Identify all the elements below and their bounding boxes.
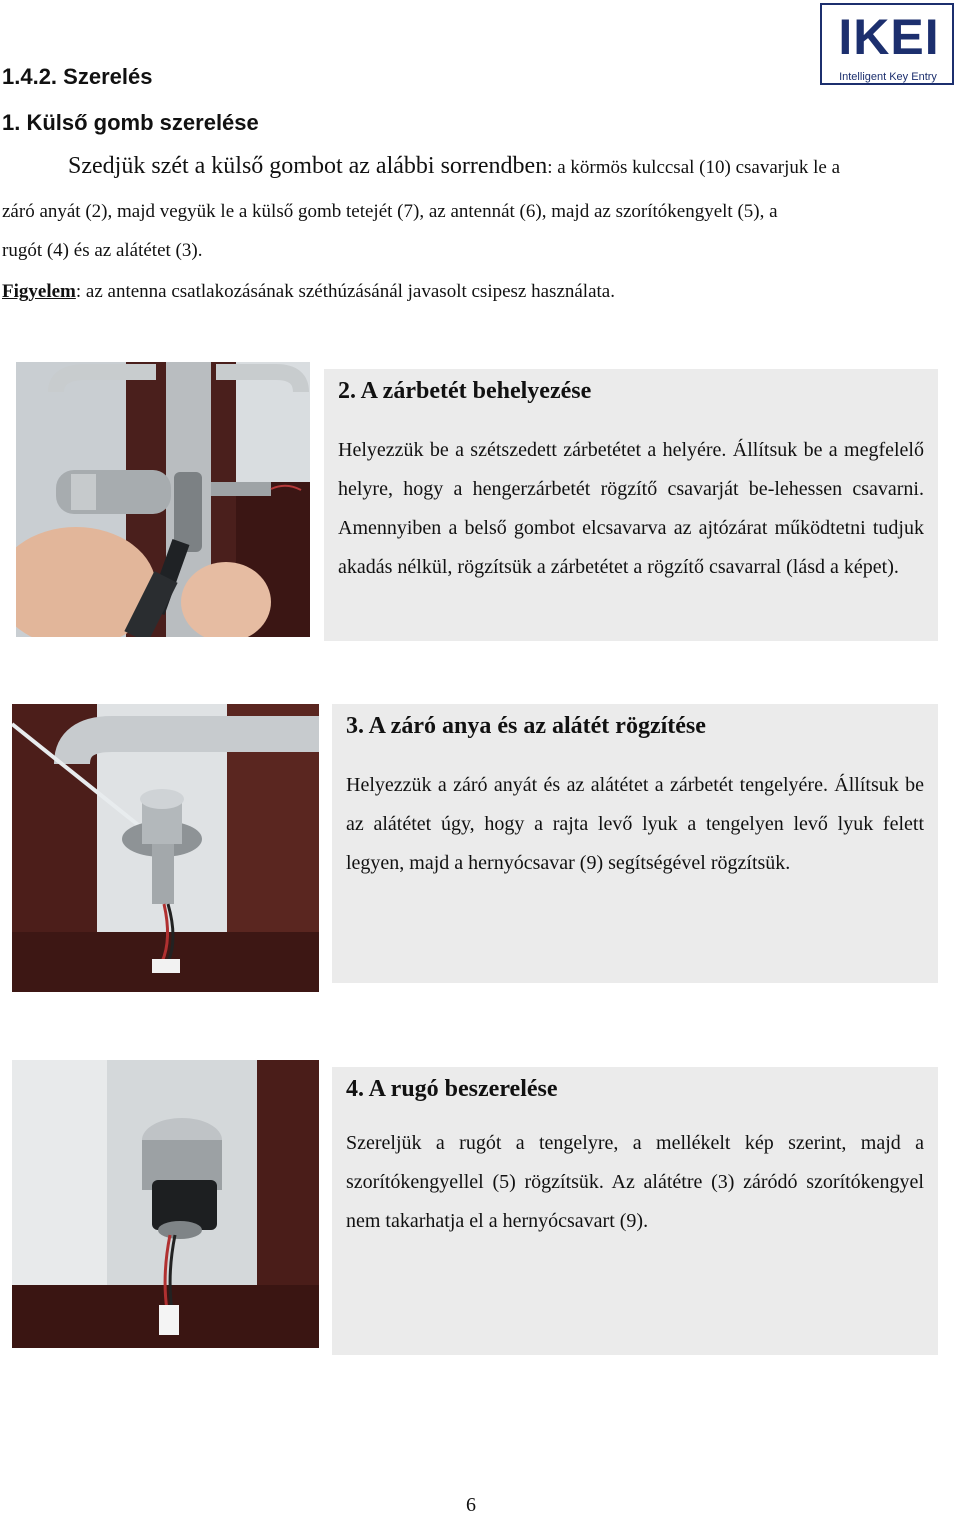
- subheading: 1. Külső gomb szerelése: [2, 110, 259, 135]
- note-line: [2, 282, 615, 302]
- intro-line1-rest: : a körmös kulccsal (10) csavarjuk le a: [547, 157, 841, 178]
- company-logo: [820, 3, 954, 85]
- step-2-text: Helyezzük be a szétszedett zárbetétet a helyére. Állítsuk be a megfelelő helyre, hogy a hengerzárbetét rögzítő csavarját be-lehessen csavarni. Amennyiben a belső gombot elcsavarva az ajtózárat működtetni tudjuk akadás nélkül, rögzítsük a zárbetétet a rögzítő csavarral (lásd a képet).: [338, 439, 924, 578]
- note-label: Figyelem: [2, 281, 76, 302]
- step-3-text: Helyezzük a záró anyát és az alátétet a zárbetét tengelyére. Állítsuk be az alátétet úgy, hogy a rajta levő lyuk a tengelyen levő lyuk felett legyen, majd a hernyócsavar (9) segítségével rögzítsük.: [346, 774, 924, 874]
- step-2-panel: [324, 369, 938, 641]
- step-4-title: 4. A rugó beszerelése: [346, 1076, 558, 1102]
- logo-tagline: Intelligent Key Entry: [839, 71, 937, 83]
- page-number: 6: [466, 1494, 476, 1516]
- photo-nut-and-washer: [12, 704, 319, 992]
- intro-line-1: [68, 153, 841, 179]
- intro-lead: Szedjük szét a külső gombot az alábbi sorrendben: [68, 153, 548, 179]
- step-4-text: Szereljük a rugót a tengelyre, a mellékelt kép szerint, majd a szorítókengyellel (5) rögzítsük. Az alátétre (3) záródó szorítókengyel nem takarhatja el a hernyócsavart (9).: [346, 1132, 924, 1232]
- intro-line-3: rugót (4) és az alátétet (3).: [2, 240, 203, 261]
- step-4-panel: [332, 1067, 938, 1355]
- step-3-title: 3. A záró anya és az alátét rögzítése: [346, 713, 706, 739]
- photo-cylinder-installation: [16, 362, 310, 637]
- section-heading: 1.4.2. Szerelés: [2, 64, 153, 89]
- logo-wordmark: IKEI: [838, 9, 940, 65]
- intro-line-2: záró anyát (2), majd vegyük le a külső gomb tetejét (7), az antennát (6), majd az szorítókengyelt (5), a: [2, 201, 778, 222]
- photo-spring-installation: [12, 1060, 319, 1348]
- step-3-panel: [332, 704, 938, 983]
- step-2-title: 2. A zárbetét behelyezése: [338, 378, 592, 404]
- note-text: : az antenna csatlakozásának széthúzásánál javasolt csipesz használata.: [75, 281, 615, 302]
